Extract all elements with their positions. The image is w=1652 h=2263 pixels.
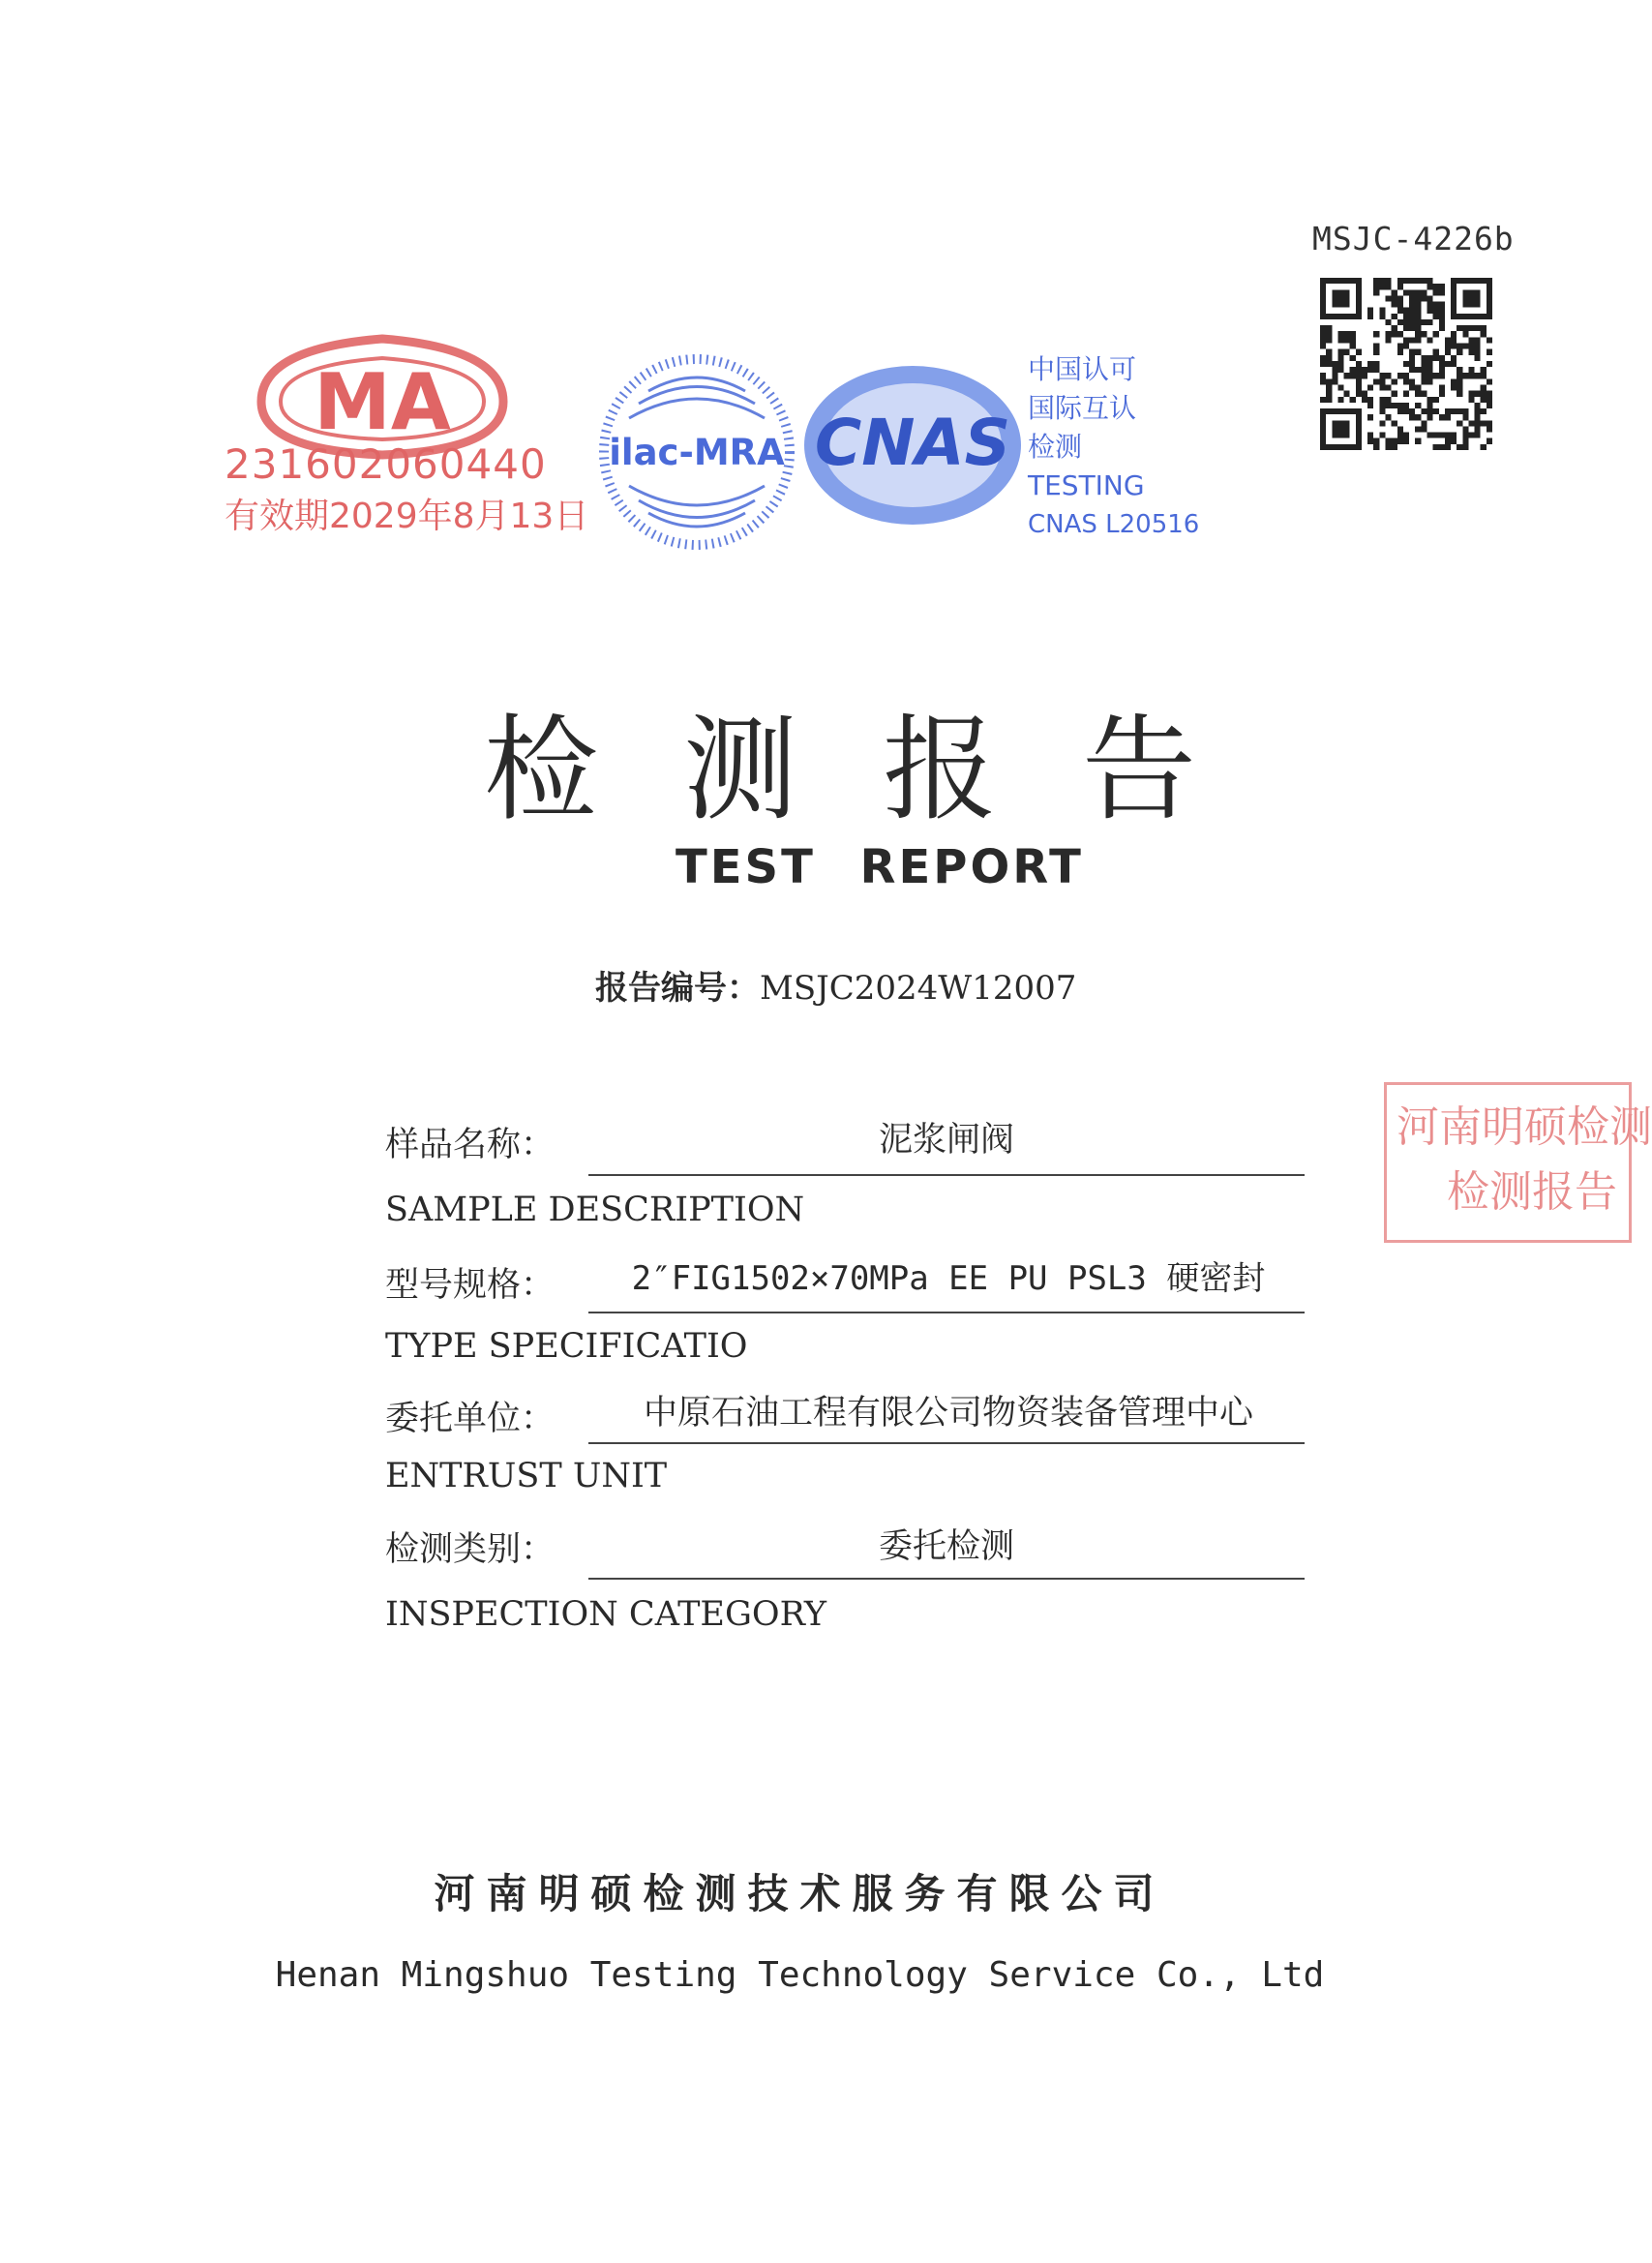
- cnas-line: 中国认可: [1028, 353, 1137, 385]
- field-underline: [588, 1578, 1305, 1580]
- sample-name-label: 样品名称：: [385, 1126, 556, 1164]
- cnas-line: TESTING: [1028, 469, 1145, 501]
- field-underline: [588, 1312, 1305, 1313]
- report-number-value: MSJC2024W12007: [760, 969, 1077, 1008]
- sample-name-label-en: SAMPLE DESCRIPTION: [385, 1191, 805, 1229]
- cma-number: 231602060440: [225, 440, 547, 488]
- report-number-label: 报告编号：: [595, 969, 760, 1008]
- cnas-line: 国际互认: [1028, 392, 1137, 424]
- report-title-cn: 检测报告: [484, 703, 1282, 836]
- document-code: MSJC-4226b: [1312, 220, 1515, 257]
- stamp-text: 检测报告: [1447, 1167, 1617, 1217]
- ilac-mra-mark-icon: [595, 350, 798, 554]
- category-label: 检测类别：: [385, 1530, 556, 1569]
- company-name-cn: 河南明硕检测技术服务有限公司: [434, 1870, 1166, 1917]
- ilac-text: ilac-MRA: [609, 432, 785, 473]
- field-underline: [588, 1442, 1305, 1444]
- qr-code-icon: [1320, 278, 1492, 450]
- report-number: [595, 961, 1076, 1009]
- cnas-accreditation-text: [1028, 350, 1199, 544]
- stamp-text: 河南明硕检测: [1397, 1102, 1652, 1152]
- cnas-logo-text: CNAS: [814, 406, 1011, 480]
- client-value: 中原石油工程有限公司物资装备管理中心: [643, 1394, 1253, 1433]
- client-label: 委托单位：: [385, 1400, 556, 1438]
- category-label-en: INSPECTION CATEGORY: [385, 1595, 826, 1634]
- type-spec-label: 型号规格：: [385, 1266, 556, 1305]
- category-value: 委托检测: [878, 1527, 1014, 1566]
- type-spec-label-en: TYPE SPECIFICATIO: [385, 1327, 748, 1366]
- sample-name-value: 泥浆闸阀: [878, 1121, 1014, 1160]
- cma-expiry-date: 有效期2029年8月13日: [225, 497, 589, 536]
- report-title-en: TEST REPORT: [676, 840, 1084, 894]
- cnas-line: 检测: [1028, 431, 1083, 463]
- ma-mark-text: MA: [314, 357, 451, 447]
- client-label-en: ENTRUST UNIT: [385, 1457, 668, 1495]
- cnas-mark-icon: [796, 356, 1029, 535]
- type-spec-value: 2″FIG1502×70MPa EE PU PSL3 硬密封: [631, 1259, 1266, 1298]
- company-name-en: Henan Mingshuo Testing Technology Service Co., Ltd: [275, 1955, 1325, 1995]
- field-underline: [588, 1174, 1305, 1176]
- cnas-number: CNAS L20516: [1028, 510, 1200, 539]
